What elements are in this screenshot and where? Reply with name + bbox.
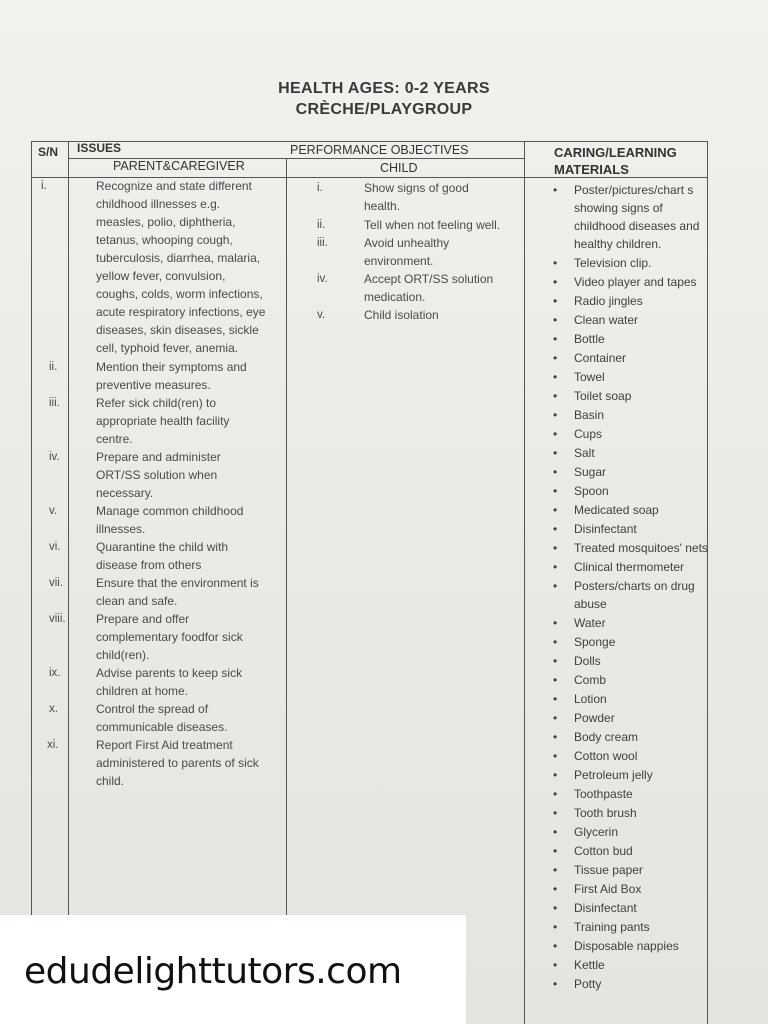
material-item bbox=[549, 463, 709, 481]
material-label: Sponge bbox=[574, 635, 616, 649]
bullet-icon: • bbox=[553, 882, 558, 896]
bullet-icon: • bbox=[553, 844, 558, 858]
child-item-number: v. bbox=[317, 309, 326, 321]
parent-item-line: coughs, colds, worm infections, bbox=[96, 287, 263, 301]
parent-item-number: xi. bbox=[47, 739, 59, 751]
material-item bbox=[549, 292, 709, 310]
material-item bbox=[549, 880, 709, 898]
parent-item-line: measles, polio, diphtheria, bbox=[96, 215, 236, 229]
parent-item-number: x. bbox=[49, 703, 58, 715]
material-item bbox=[549, 899, 709, 917]
parent-item-line: preventive measures. bbox=[96, 378, 211, 392]
parent-item-number: iii. bbox=[49, 397, 60, 409]
child-item-number: iii. bbox=[317, 237, 328, 249]
material-label: Medicated soap bbox=[574, 503, 659, 517]
parent-item-line: Manage common childhood bbox=[96, 504, 244, 518]
parent-item-number: v. bbox=[49, 505, 58, 517]
child-item-line: Child isolation bbox=[364, 308, 439, 322]
watermark-text: edudelighttutors.com bbox=[24, 951, 402, 992]
material-item bbox=[549, 539, 709, 557]
bullet-icon: • bbox=[553, 825, 558, 839]
material-item bbox=[549, 501, 709, 519]
material-item bbox=[549, 577, 709, 613]
parent-item-line: Recognize and state different bbox=[96, 179, 252, 193]
bullet-icon: • bbox=[553, 389, 558, 403]
bullet-icon: • bbox=[553, 654, 558, 668]
material-label: Petroleum jelly bbox=[574, 768, 653, 782]
child-item-line: environment. bbox=[364, 254, 434, 268]
material-label: Poster/pictures/chart s showing signs of childhood diseases and healthy children. bbox=[574, 183, 700, 251]
parent-item-line: yellow fever, convulsion, bbox=[96, 269, 226, 283]
material-label: Disinfectant bbox=[574, 901, 637, 915]
material-label: Body cream bbox=[574, 730, 639, 744]
header-materials-line1: CARING/LEARNING bbox=[554, 145, 677, 160]
parent-item-line: Control the spread of bbox=[96, 702, 209, 716]
parent-item-line: illnesses. bbox=[96, 522, 146, 536]
parent-item-number: iv. bbox=[49, 451, 60, 463]
bullet-icon: • bbox=[553, 977, 558, 991]
child-item-number: ii. bbox=[317, 219, 326, 231]
child-item-line: Show signs of good bbox=[364, 181, 469, 195]
material-item bbox=[549, 614, 709, 632]
material-label: Clinical thermometer bbox=[574, 560, 685, 574]
parent-item-line: Prepare and offer bbox=[96, 612, 190, 626]
material-item bbox=[549, 406, 709, 424]
material-label: Towel bbox=[574, 370, 605, 384]
bullet-icon: • bbox=[553, 749, 558, 763]
material-label: Water bbox=[574, 616, 606, 630]
bullet-icon: • bbox=[553, 787, 558, 801]
child-item-line: Accept ORT/SS solution bbox=[364, 272, 494, 286]
material-label: Lotion bbox=[574, 692, 607, 706]
parent-item-line: acute respiratory infections, eye bbox=[96, 305, 266, 319]
material-label: Dolls bbox=[574, 654, 601, 668]
bullet-icon: • bbox=[553, 635, 558, 649]
material-item bbox=[549, 956, 709, 974]
material-label: Glycerin bbox=[574, 825, 619, 839]
material-label: Cotton wool bbox=[574, 749, 638, 763]
parent-item-line: complementary foodfor sick bbox=[96, 630, 243, 644]
bullet-icon: • bbox=[553, 427, 558, 441]
bullet-icon: • bbox=[553, 183, 558, 197]
material-item bbox=[549, 652, 709, 670]
materials-list bbox=[549, 181, 709, 994]
material-item bbox=[549, 387, 709, 405]
material-item bbox=[549, 368, 709, 386]
material-item bbox=[549, 766, 709, 784]
bullet-icon: • bbox=[553, 256, 558, 270]
bullet-icon: • bbox=[553, 351, 558, 365]
bullet-icon: • bbox=[553, 275, 558, 289]
material-label: Training pants bbox=[574, 920, 650, 934]
bullet-icon: • bbox=[553, 446, 558, 460]
material-label: Toilet soap bbox=[574, 389, 632, 403]
material-label: Cotton bud bbox=[574, 844, 633, 858]
material-item bbox=[549, 861, 709, 879]
material-item bbox=[549, 918, 709, 936]
bullet-icon: • bbox=[553, 673, 558, 687]
material-label: Kettle bbox=[574, 958, 605, 972]
material-label: Clean water bbox=[574, 313, 639, 327]
material-label: Tooth brush bbox=[574, 806, 637, 820]
child-item-line: health. bbox=[364, 199, 401, 213]
bullet-icon: • bbox=[553, 503, 558, 517]
material-item bbox=[549, 785, 709, 803]
material-label: Disposable nappies bbox=[574, 939, 679, 953]
parent-item-line: Prepare and administer bbox=[96, 450, 221, 464]
material-item bbox=[549, 804, 709, 822]
header-sn: S/N bbox=[38, 145, 59, 159]
material-item bbox=[549, 842, 709, 860]
parent-child-divider bbox=[286, 158, 287, 1024]
parent-item-line: centre. bbox=[96, 432, 133, 446]
material-label: Tissue paper bbox=[574, 863, 643, 877]
bullet-icon: • bbox=[553, 863, 558, 877]
bullet-icon: • bbox=[553, 332, 558, 346]
child-item-line: Avoid unhealthy bbox=[364, 236, 450, 250]
parent-item-line: Mention their symptoms and bbox=[96, 360, 247, 374]
material-label: Toothpaste bbox=[574, 787, 633, 801]
material-item bbox=[549, 728, 709, 746]
material-item bbox=[549, 349, 709, 367]
materials-column-divider bbox=[524, 141, 525, 1024]
material-item bbox=[549, 709, 709, 727]
parent-item-line: Advise parents to keep sick bbox=[96, 666, 243, 680]
material-item bbox=[549, 482, 709, 500]
material-label: Posters/charts on drug abuse bbox=[574, 579, 695, 611]
bullet-icon: • bbox=[553, 560, 558, 574]
material-label: Video player and tapes bbox=[574, 275, 697, 289]
parent-item-line: disease from others bbox=[96, 558, 202, 572]
parent-item-line: administered to parents of sick bbox=[96, 756, 259, 770]
child-item-number: iv. bbox=[317, 273, 328, 285]
parent-item-line: cell, typhoid fever, anemia. bbox=[96, 341, 239, 355]
material-label: Basin bbox=[574, 408, 605, 422]
parent-item-number: i. bbox=[41, 180, 47, 192]
parent-item-line: appropriate health facility bbox=[96, 414, 230, 428]
document-subtitle: CRÈCHE/PLAYGROUP bbox=[295, 101, 473, 118]
parent-item-number: viii. bbox=[49, 613, 66, 625]
bullet-icon: • bbox=[553, 522, 558, 536]
header-parent-caregiver: PARENT&CAREGIVER bbox=[113, 159, 245, 173]
material-label: Cups bbox=[574, 427, 603, 441]
material-item bbox=[549, 633, 709, 651]
parent-item-number: vi. bbox=[49, 541, 61, 553]
child-item-line: Tell when not feeling well. bbox=[364, 218, 501, 232]
header-child: CHILD bbox=[380, 161, 418, 175]
header-issues: ISSUES bbox=[77, 141, 122, 155]
parent-item-line: child. bbox=[96, 774, 125, 788]
material-item bbox=[549, 823, 709, 841]
bullet-icon: • bbox=[553, 920, 558, 934]
document-title: HEALTH AGES: 0-2 YEARS bbox=[278, 80, 490, 97]
header-performance-objectives: PERFORMANCE OBJECTIVES bbox=[290, 143, 469, 157]
bullet-icon: • bbox=[553, 408, 558, 422]
parent-item-line: Report First Aid treatment bbox=[96, 738, 233, 752]
parent-item-line: tetanus, whooping cough, bbox=[96, 233, 233, 247]
bullet-icon: • bbox=[553, 901, 558, 915]
child-item-line: medication. bbox=[364, 290, 426, 304]
watermark-banner bbox=[0, 915, 466, 1024]
material-label: Disinfectant bbox=[574, 522, 637, 536]
bullet-icon: • bbox=[553, 294, 558, 308]
material-label: Radio jingles bbox=[574, 294, 643, 308]
material-item bbox=[549, 254, 709, 272]
parent-item-number: vii. bbox=[49, 577, 64, 589]
material-item bbox=[549, 690, 709, 708]
bullet-icon: • bbox=[553, 579, 558, 593]
bullet-icon: • bbox=[553, 313, 558, 327]
bullet-icon: • bbox=[553, 806, 558, 820]
material-item bbox=[549, 273, 709, 291]
material-item bbox=[549, 975, 709, 993]
material-label: Television clip. bbox=[574, 256, 652, 270]
material-label: Sugar bbox=[574, 465, 607, 479]
bullet-icon: • bbox=[553, 616, 558, 630]
material-label: Bottle bbox=[574, 332, 605, 346]
material-item bbox=[549, 425, 709, 443]
bullet-icon: • bbox=[553, 730, 558, 744]
parent-item-line: tuberculosis, diarrhea, malaria, bbox=[96, 251, 261, 265]
material-item bbox=[549, 330, 709, 348]
material-label: First Aid Box bbox=[574, 882, 642, 896]
bullet-icon: • bbox=[553, 711, 558, 725]
parent-item-line: necessary. bbox=[96, 486, 154, 500]
material-label: Container bbox=[574, 351, 627, 365]
parent-item-line: children at home. bbox=[96, 684, 189, 698]
child-item-number: i. bbox=[317, 182, 323, 194]
material-label: Treated mosquitoes' nets bbox=[574, 541, 708, 555]
parent-item-line: diseases, skin diseases, sickle bbox=[96, 323, 259, 337]
parent-item-line: clean and safe. bbox=[96, 594, 178, 608]
material-label: Comb bbox=[574, 673, 607, 687]
material-item bbox=[549, 520, 709, 538]
material-label: Powder bbox=[574, 711, 615, 725]
parent-item-line: childhood illnesses e.g. bbox=[96, 197, 221, 211]
table-left-border bbox=[31, 141, 32, 1024]
material-item bbox=[549, 671, 709, 689]
parent-item-line: Refer sick child(ren) to bbox=[96, 396, 217, 410]
bullet-icon: • bbox=[553, 768, 558, 782]
bullet-icon: • bbox=[553, 465, 558, 479]
parent-item-number: ii. bbox=[49, 361, 58, 373]
bullet-icon: • bbox=[553, 939, 558, 953]
material-label: Potty bbox=[574, 977, 602, 991]
material-item bbox=[549, 558, 709, 576]
parent-item-line: ORT/SS solution when bbox=[96, 468, 218, 482]
parent-item-line: Ensure that the environment is bbox=[96, 576, 259, 590]
parent-item-number: ix. bbox=[49, 667, 61, 679]
bullet-icon: • bbox=[553, 541, 558, 555]
material-item bbox=[549, 181, 709, 253]
bullet-icon: • bbox=[553, 484, 558, 498]
material-item bbox=[549, 311, 709, 329]
bullet-icon: • bbox=[553, 692, 558, 706]
bullet-icon: • bbox=[553, 958, 558, 972]
table-top-border bbox=[31, 141, 708, 142]
parent-item-line: Quarantine the child with bbox=[96, 540, 229, 554]
sn-column-divider bbox=[68, 141, 69, 1024]
material-item bbox=[549, 747, 709, 765]
material-label: Spoon bbox=[574, 484, 609, 498]
material-item bbox=[549, 444, 709, 462]
header-materials-line2: MATERIALS bbox=[554, 162, 629, 177]
parent-item-line: communicable diseases. bbox=[96, 720, 228, 734]
material-label: Salt bbox=[574, 446, 595, 460]
material-item bbox=[549, 937, 709, 955]
parent-item-line: child(ren). bbox=[96, 648, 150, 662]
bullet-icon: • bbox=[553, 370, 558, 384]
